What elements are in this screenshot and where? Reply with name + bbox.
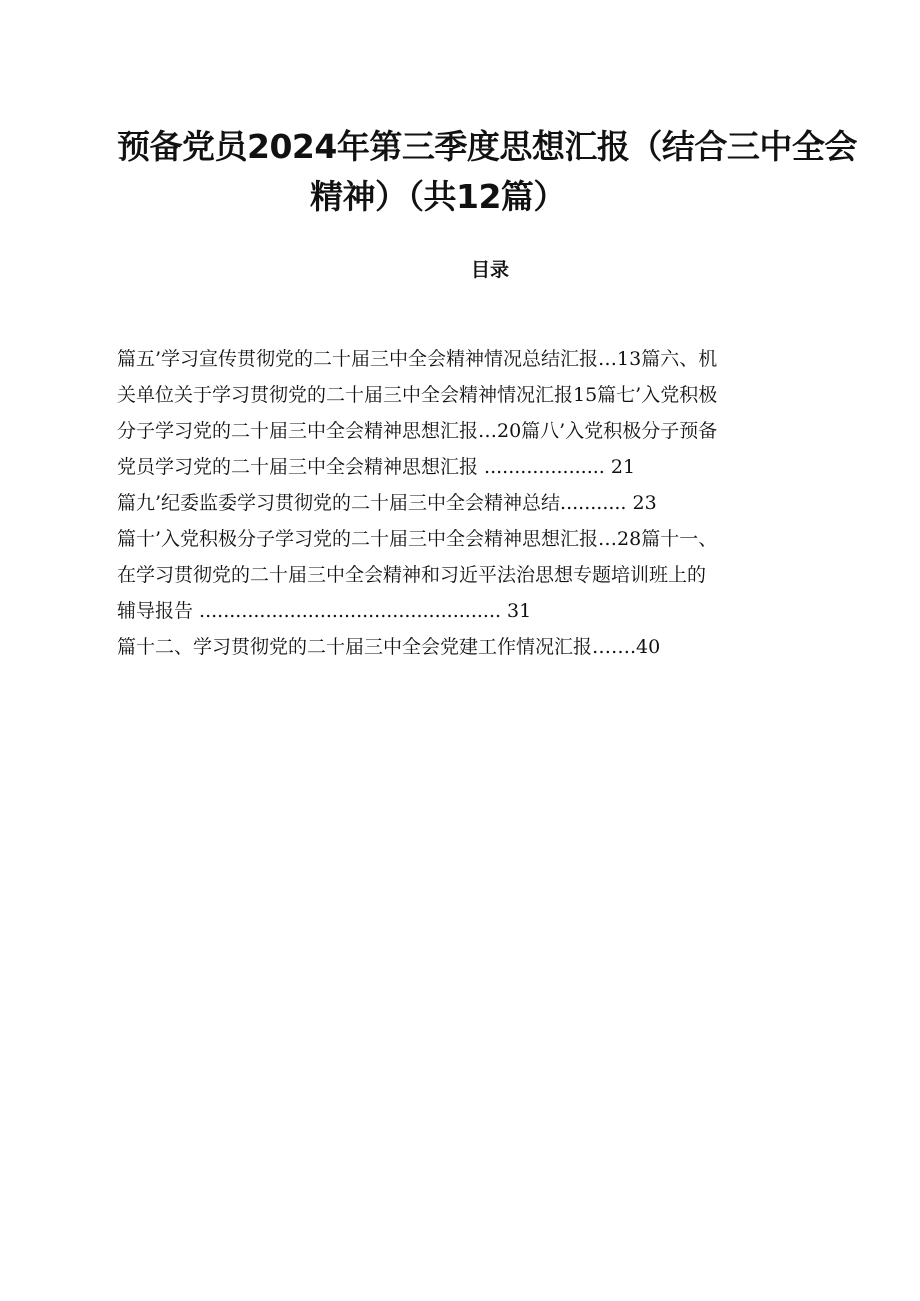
table-of-contents (117, 341, 857, 665)
toc-line: 党员学习党的二十届三中全会精神思想汇报 .................... 21 (117, 456, 636, 478)
toc-line: 篇十’入党积极分子学习党的二十届三中全会精神思想汇报…28篇十一、 (117, 528, 718, 550)
toc-heading (0, 255, 920, 285)
toc-line: 篇九’纪委监委学习贯彻党的二十届三中全会精神总结........... 23 (117, 492, 657, 514)
toc-line: 关单位关于学习贯彻党的二十届三中全会精神情况汇报15篇七’入党积极 (117, 384, 718, 406)
toc-line: 篇五’学习宣传贯彻党的二十届三中全会精神情况总结汇报…13篇六、机 (117, 348, 718, 370)
toc-heading-text: 目录 (470, 259, 509, 281)
toc-line: 分子学习党的二十届三中全会精神思想汇报…20篇八’入党积极分子预备 (117, 420, 718, 442)
toc-line: 篇十二、学习贯彻党的二十届三中全会党建工作情况汇报…….40 (117, 636, 661, 658)
toc-line: 辅导报告 .................................................. 31 (117, 600, 532, 622)
title-line-1: 预备党员2024年第三季度思想汇报（结合三中全会 (117, 127, 857, 166)
toc-line: 在学习贯彻党的二十届三中全会精神和习近平法治思想专题培训班上的 (117, 564, 707, 586)
document-title (117, 122, 857, 222)
title-line-2: 精神）（共12篇） (310, 177, 566, 216)
